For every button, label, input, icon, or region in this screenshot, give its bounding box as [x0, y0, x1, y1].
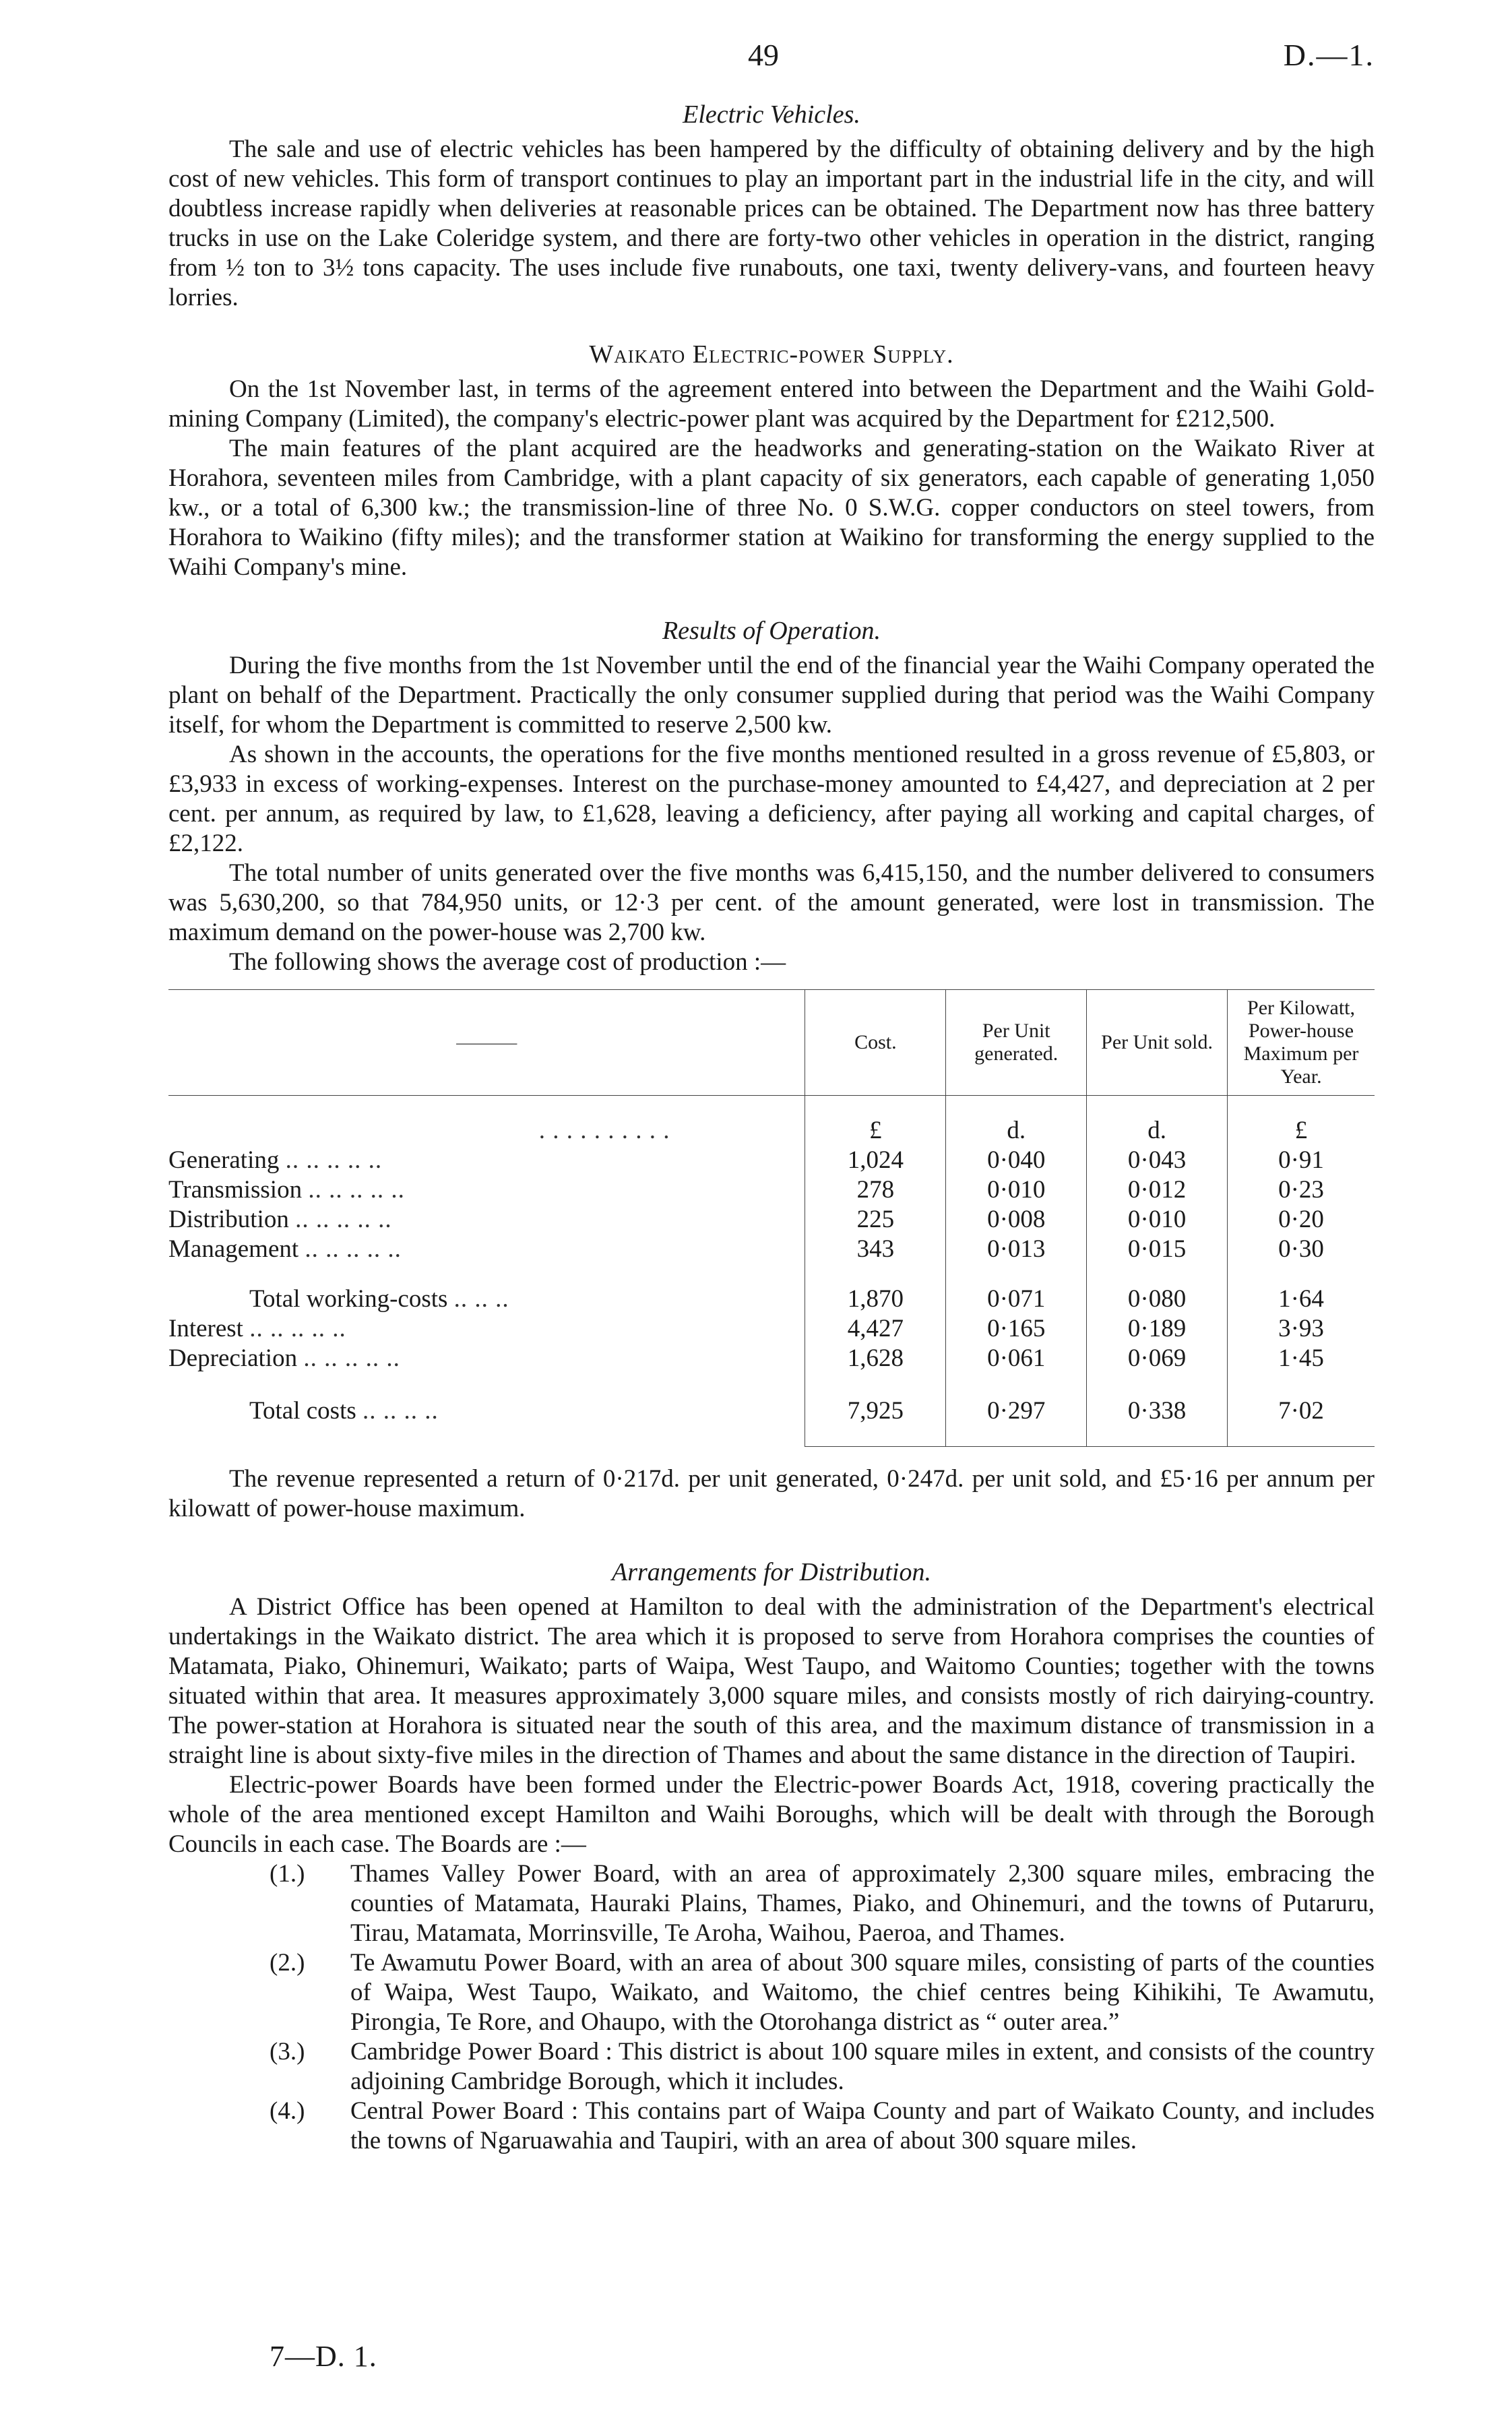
row-label: Total costs [249, 1397, 356, 1425]
table-cell: 1·45 [1228, 1344, 1375, 1373]
row-label: Depreciation [168, 1344, 298, 1372]
column-header-per-kilowatt: Per Kilowatt, Power-house Maximum per Year. [1228, 990, 1375, 1096]
table-cell: 343 [805, 1235, 946, 1264]
table-cell: 0·010 [946, 1175, 1087, 1205]
list-item-number: (3.) [270, 2038, 305, 2066]
table-cell: 0·071 [946, 1284, 1087, 1314]
table-cell: 7,925 [805, 1396, 946, 1426]
row-label: Management [168, 1235, 299, 1263]
table-spacer [168, 1373, 1375, 1396]
table-cell: 0·069 [1087, 1344, 1228, 1373]
table-cell: 0·338 [1087, 1396, 1228, 1426]
list-item [168, 1859, 1375, 1948]
table-cell: 0·013 [946, 1235, 1087, 1264]
list-item [168, 2037, 1375, 2097]
paragraph: The total number of units generated over the five months was 6,415,150, and the number delivered to consumers was 5,630,200, so that 784,950 units, or 12·3 per cent. of the amount generated, were lost in transmission. The maximum demand on the power-house was 2,700 kw. [168, 859, 1375, 946]
table-cell: 0·061 [946, 1344, 1087, 1373]
list-item [168, 2097, 1375, 2156]
leader-dots: .. .. .. .. .. [295, 1206, 392, 1233]
table-row [168, 1235, 1375, 1264]
table-cell: 1,628 [805, 1344, 946, 1373]
table-cell: 0·91 [1228, 1146, 1375, 1175]
heading-waikato-supply: Waikato Electric-power Supply. [589, 340, 954, 369]
table-row [168, 1175, 1375, 1205]
table-cell: 0·20 [1228, 1205, 1375, 1235]
leader-dots: .. .. .. .. .. [285, 1146, 383, 1174]
table-row [168, 1146, 1375, 1175]
unit-label: £ [805, 1096, 946, 1146]
table-cell: 225 [805, 1205, 946, 1235]
leader-dots: .. .. .. .. .. [303, 1344, 400, 1372]
paragraph: The sale and use of electric vehicles has been hampered by the difficulty of obtaining delivery and by the high cost of new vehicles. This form of transport continues to play an important part in the industrial life in the city, and will doubtless increase rapidly when deliveries at reasonable prices can be obtained. The Department now has three battery trucks in use on the Lake Coleridge system, and there are forty-two other vehicles in operation in the district, ranging from ½ ton to 3½ tons capacity. The uses include five runabouts, one taxi, twenty delivery-vans, and fourteen heavy lorries. [168, 135, 1375, 311]
table-cell: 0·080 [1087, 1284, 1228, 1314]
table-cell: 0·015 [1087, 1235, 1228, 1264]
table-cell: 3·93 [1228, 1314, 1375, 1344]
table-header-row [168, 990, 1375, 1096]
revenue-note: The revenue represented a return of 0·217d. per unit generated, 0·247d. per unit sold, and £5·16 per annum per kilowatt of power-house maximum. [168, 1465, 1375, 1522]
table-cell: 0·010 [1087, 1205, 1228, 1235]
list-item-number: (2.) [270, 1949, 305, 1977]
table-cell: 0·008 [946, 1205, 1087, 1235]
row-label: Distribution [168, 1206, 289, 1233]
table-cell: 1,024 [805, 1146, 946, 1175]
table-cell: 0·23 [1228, 1175, 1375, 1205]
table-cell: 7·02 [1228, 1396, 1375, 1426]
heading-results-of-operation: Results of Operation. [662, 617, 881, 645]
leader-dots: .. .. .. .. .. [308, 1176, 405, 1204]
table-row-grand-total [168, 1396, 1375, 1426]
units-row-dots: . . . . . . . . . . [538, 1117, 670, 1144]
table-cell: 278 [805, 1175, 946, 1205]
list-item-number: (4.) [270, 2097, 305, 2125]
page-number: 49 [748, 38, 779, 72]
row-label: Interest [168, 1315, 243, 1342]
unit-label: d. [1087, 1096, 1228, 1146]
document-reference: D.—1. [1283, 38, 1375, 72]
table-cell: 0·189 [1087, 1314, 1228, 1344]
table-spacer [168, 1264, 1375, 1284]
table-cell: 0·043 [1087, 1146, 1228, 1175]
paragraph: During the five months from the 1st November until the end of the financial year the Waihi Company operated the plant on behalf of the Department. Practically the only consumer supplied during that period was the Waihi Company itself, for whom the Department is committed to reserve 2,500 kw. [168, 652, 1375, 739]
paragraph: On the 1st November last, in terms of the agreement entered into between the Department and the Waihi Gold-mining Company (Limited), the company's electric-power plant was acquired by the Department for £212,500. [168, 375, 1375, 433]
table-cell: 4,427 [805, 1314, 946, 1344]
signature-mark: 7—D. 1. [270, 2340, 377, 2373]
units-row [168, 1096, 1375, 1146]
table-cell: 0·165 [946, 1314, 1087, 1344]
paragraph: The main features of the plant acquired are the headworks and generating-station on the Waikato River at Horahora, seventeen miles from Cambridge, with a plant capacity of six generators, each capable of generating 1,050 kw., or a total of 6,300 kw.; the transmission-line of three No. 0 S.W.G. copper conductors on steel towers, from Horahora to Waikino (fifty miles); and the transformer station at Waikino for transforming the energy supplied to the Waihi Company's mine. [168, 435, 1375, 581]
unit-label: £ [1228, 1096, 1375, 1146]
power-boards-list [168, 1859, 1375, 2156]
leader-dots: .. .. .. .. [363, 1397, 439, 1425]
list-item [168, 1948, 1375, 2037]
unit-label: d. [946, 1096, 1087, 1146]
table-cell: 0·297 [946, 1396, 1087, 1426]
column-header-per-unit-generated: Per Unit generated. [946, 990, 1087, 1096]
paragraph: The following shows the average cost of production :— [229, 948, 786, 976]
table-row-working-total [168, 1284, 1375, 1314]
table-cell: 1,870 [805, 1284, 946, 1314]
table-cell: 0·040 [946, 1146, 1087, 1175]
column-header-description: ——— [168, 990, 805, 1096]
list-item-number: (1.) [270, 1860, 305, 1888]
table-spacer [168, 1426, 1375, 1447]
table-row [168, 1344, 1375, 1373]
table-cell: 0·012 [1087, 1175, 1228, 1205]
leader-dots: .. .. .. [453, 1285, 509, 1313]
cost-of-production-table [168, 989, 1375, 1447]
list-item-text: Te Awamutu Power Board, with an area of about 300 square miles, consisting of parts of the counties of Waipa, West Taupo, Waikato, and Waitomo, the chief centres being Kihikihi, Te Awamutu, Pirongia, Te Rore, and Ohaupo, with the Otorohanga district as “ outer area.” [350, 1949, 1375, 2036]
list-item-text: Central Power Board : This contains part of Waipa County and part of Waikato County, and includes the towns of Ngaruawahia and Taupiri, with an area of about 300 square miles. [350, 2097, 1375, 2154]
list-item-text: Thames Valley Power Board, with an area of approximately 2,300 square miles, embracing the counties of Matamata, Hauraki Plains, Thames, Piako, and Ohinemuri, and the towns of Putaruru, Tirau, Matamata, Morrinsville, Te Aroha, Waihou, Paeroa, and Thames. [350, 1860, 1375, 1947]
leader-dots: .. .. .. .. .. [305, 1235, 402, 1263]
heading-electric-vehicles: Electric Vehicles. [683, 100, 860, 129]
table-cell: 1·64 [1228, 1284, 1375, 1314]
paragraph: A District Office has been opened at Hamilton to deal with the administration of the Department's electrical undertakings in the Waikato district. The area which it is proposed to serve from Horahora comprises the counties of Matamata, Piako, Ohinemuri, Waikato; parts of Waipa, West Taupo, and Waitomo Counties; together with the towns situated within that area. It measures approximately 3,000 square miles, and consists mostly of rich dairying-country. The power-station at Horahora is situated near the south of this area, and the maximum distance of transmission in a straight line is about sixty-five miles in the direction of Thames and about the same distance in the direction of Taupiri. [168, 1593, 1375, 1769]
list-item-text: Cambridge Power Board : This district is about 100 square miles in extent, and consists of the country adjoining Cambridge Borough, which it includes. [350, 2038, 1375, 2095]
page-header [168, 27, 1375, 74]
row-label: Total working-costs [249, 1285, 448, 1313]
table-row [168, 1314, 1375, 1344]
paragraph: As shown in the accounts, the operations for the five months mentioned resulted in a gross revenue of £5,803, or £3,933 in excess of working-expenses. Interest on the purchase-money amounted to £4,427, and depreciation at 2 per cent. per annum, as required by law, to £1,628, leaving a deficiency, after paying all working and capital charges, of £2,122. [168, 741, 1375, 857]
column-header-per-unit-sold: Per Unit sold. [1087, 990, 1228, 1096]
row-label: Transmission [168, 1176, 303, 1204]
table-cell: 0·30 [1228, 1235, 1375, 1264]
leader-dots: .. .. .. .. .. [249, 1315, 346, 1342]
column-header-cost: Cost. [805, 990, 946, 1096]
row-label: Generating [168, 1146, 280, 1174]
heading-arrangements: Arrangements for Distribution. [612, 1558, 931, 1586]
paragraph: Electric-power Boards have been formed under the Electric-power Boards Act, 1918, covering practically the whole of the area mentioned except Hamilton and Waihi Boroughs, which will be dealt with through the Borough Councils in each case. The Boards are :— [168, 1771, 1375, 1858]
document-page [168, 27, 1375, 2399]
table-row [168, 1205, 1375, 1235]
